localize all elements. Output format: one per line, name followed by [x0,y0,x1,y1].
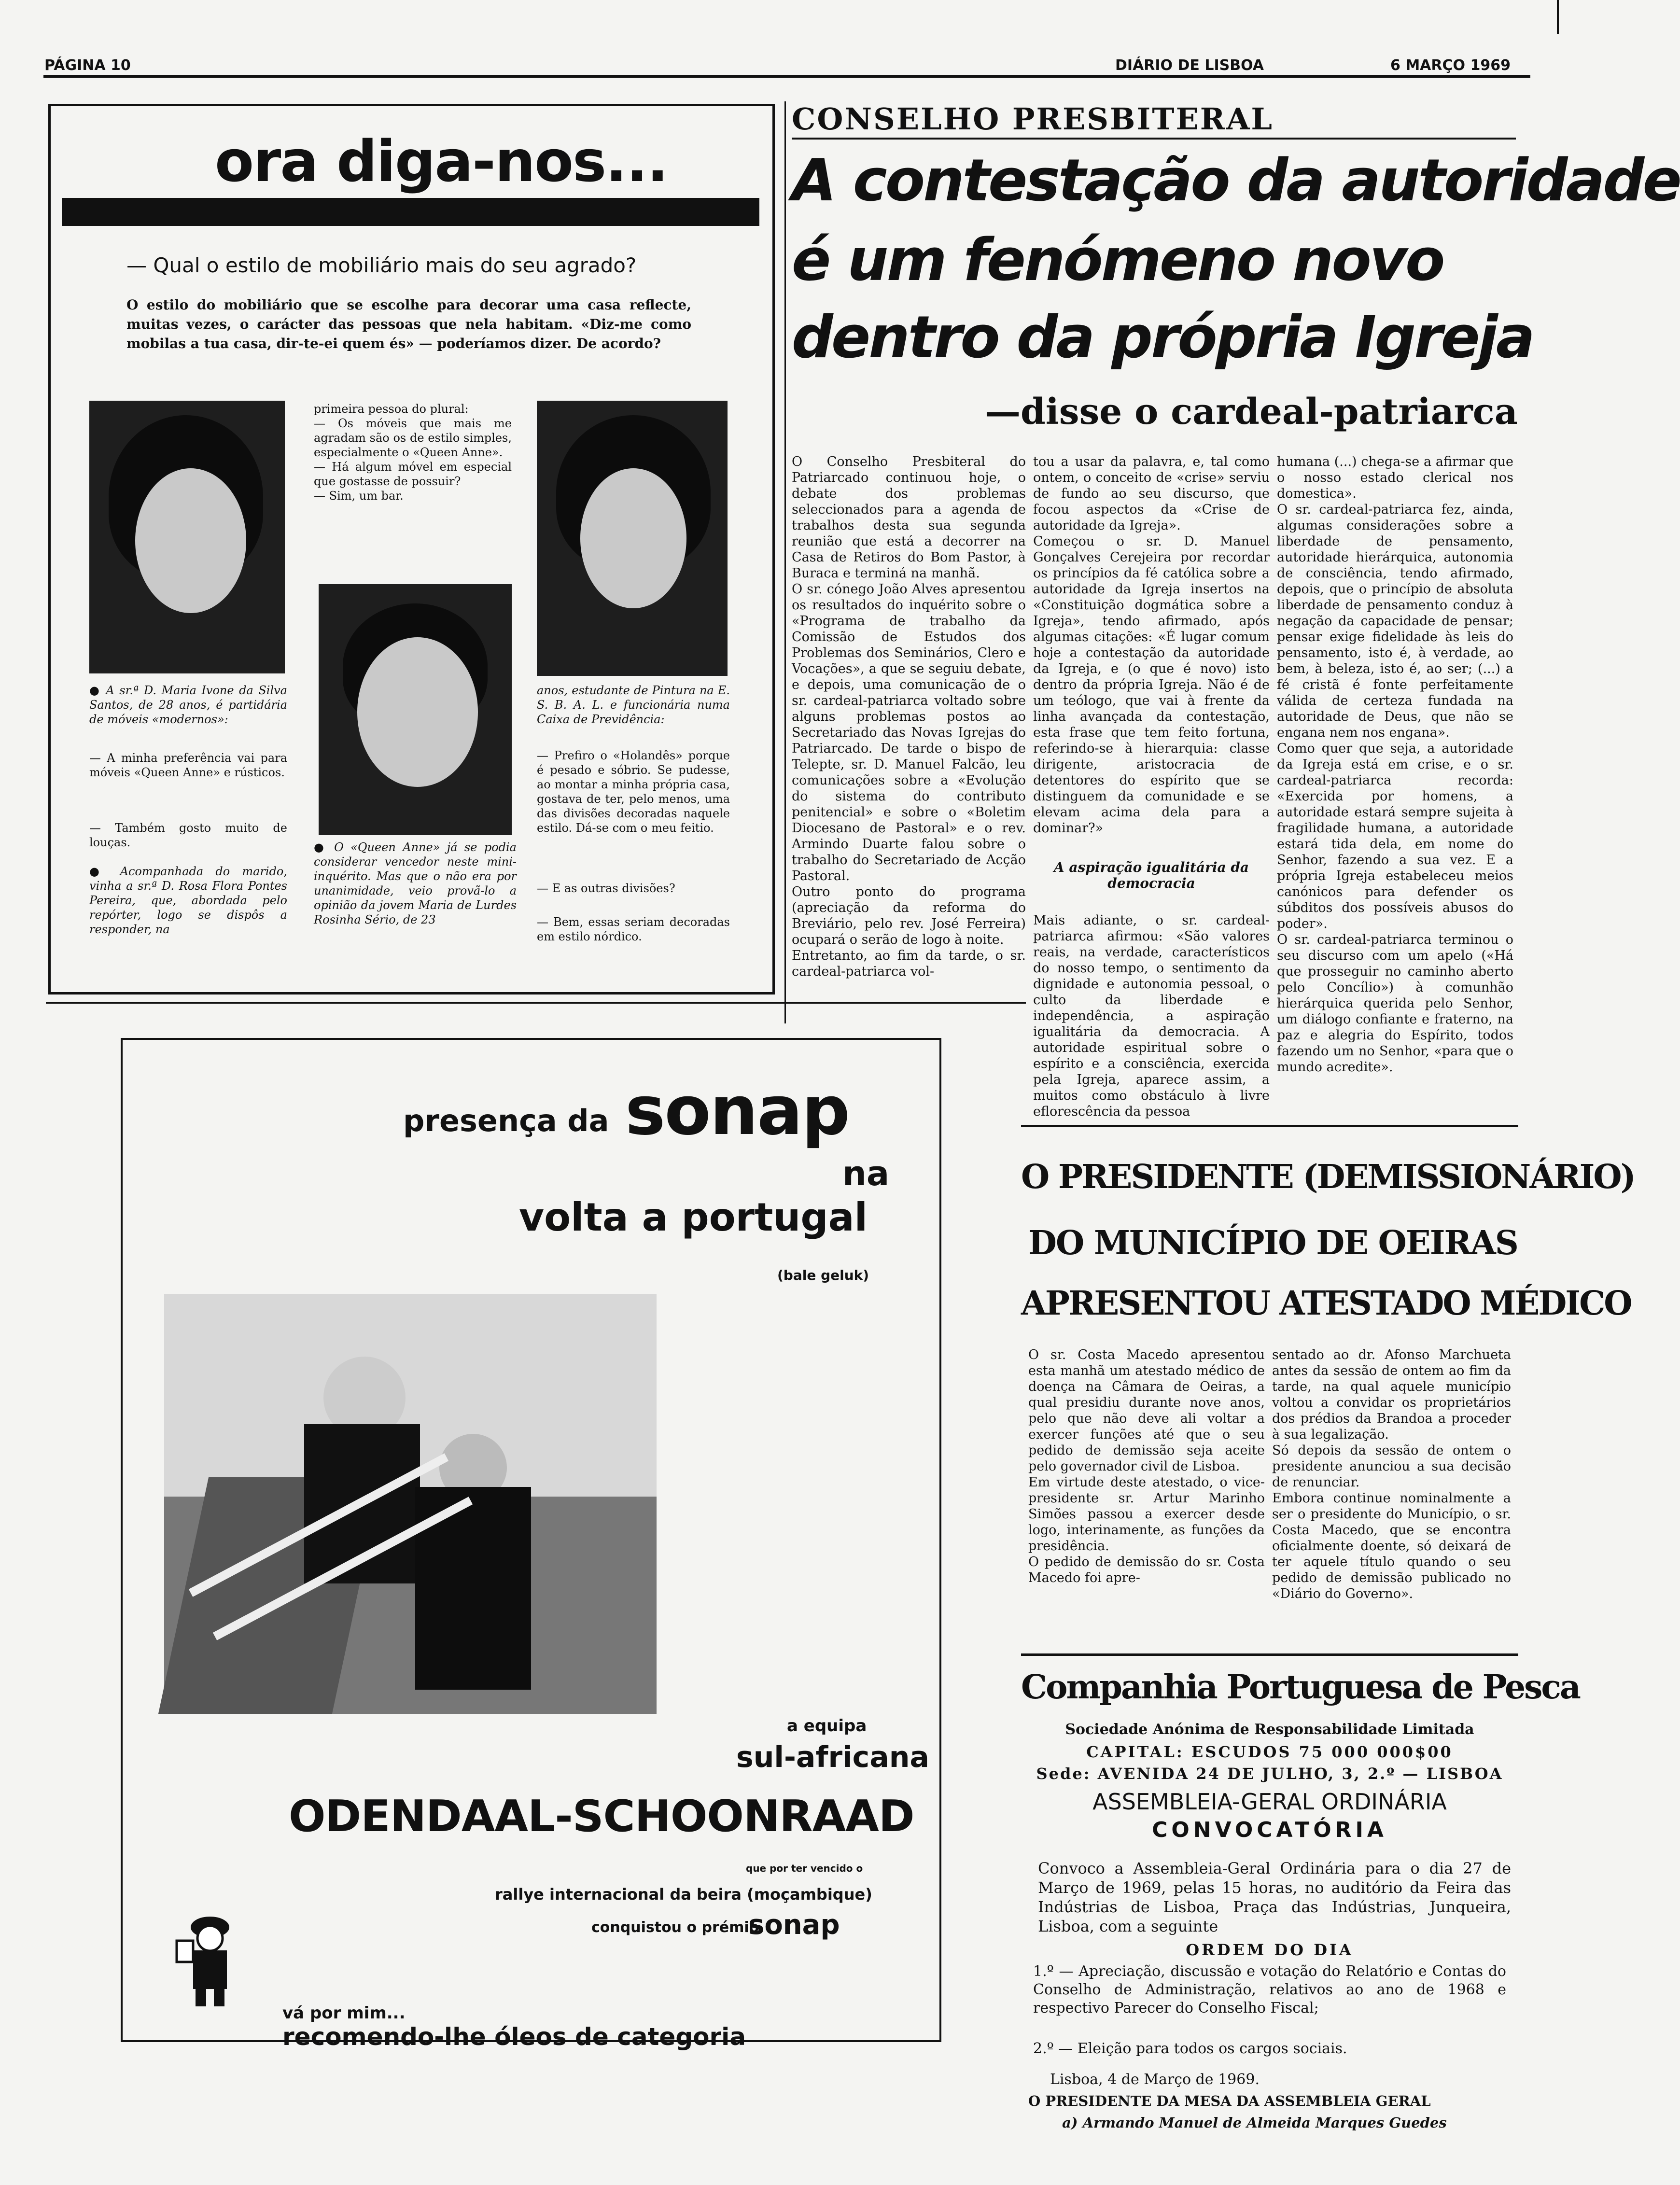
caption-queen-anne: ● O «Queen Anne» já se podia considerar vencedor neste mini-inquérito. Mas que o não era por unanimidade, veio provã-lo a opinião da jovem Maria de Lurdes Rosinha Sério, de 23 [314,840,517,926]
pesca-title: Companhia Portuguesa de Pesca [1021,1668,1580,1707]
sonap-presenca: presença da [403,1103,609,1138]
sonap-sul-africana: sul-africana [736,1740,929,1774]
pesca-assembleia: ASSEMBLEIA-GERAL ORDINÁRIA [1092,1789,1447,1815]
presidente-headline-3: APRESENTOU ATESTADO MÉDICO [1021,1284,1631,1323]
photo-maria-ivone [89,401,285,673]
issue-date: 6 MARÇO 1969 [1390,57,1511,74]
sonap-mascot-icon [174,1912,246,2008]
sonap-team-names: ODENDAAL-SCHOONRAAD [289,1791,914,1842]
sonap-small-2: rallye internacional da beira (moçambique) [495,1885,872,1904]
conselho-column-2b: Mais adiante, o sr. cardeal-patriarca afirmou: «São valores reais, na verdade, característicos do nosso tempo, o sentimento da dignidade e autonomia pessoal, o culto da liberdade e independência, a aspiração igualitária da democracia. A autoridade espiritual sobre o espírito e a consciência, exercida pela Igreja, aparece assim, a muitos como obstáculo à livre eflorescência da pessoa [1033,913,1270,1119]
conselho-subhead: A aspiração igualitária da democracia [1053,859,1249,891]
presidente-headline-1: O PRESIDENTE (DEMISSIONÁRIO) [1021,1158,1635,1196]
headline-line3: dentro da própria Igreja [792,304,1533,371]
presidente-column-1: O sr. Costa Macedo apresentou esta manhã um atestado médico de doença na Câmara de Oeiras, a qual presidiu durante nove anos, pelo que não deve ali voltar a exercer funções até que o seu pedido de demissão seja aceite pelo governador civil de Lisboa. Em virtude deste atestado, o vice-presidente sr. Artur Marinho Simões passou a exercer desde logo, interinamente, as funções da presidência. O pedido de demissão do sr. Costa Macedo foi apre- [1028,1347,1265,1585]
presidente-column-2: sentado ao dr. Afonso Marchueta antes da sessão de ontem ao fim da tarde, na qual aquele município voltou a convidar os proprietários dos prédios da Brandoa a proceder à sua legalização. Só depois da sessão de ontem o presidente anunciou a sua decisão de renunciar. Embora continue nominalmente a ser o presidente do Município, o sr. Costa Macedo, que se encontra oficialmente doente, só deixará de ter aquele título quando o seu pedido de demissão publicado no «Diário do Governo». [1272,1347,1511,1601]
pesca-signoff: O PRESIDENTE DA MESA DA ASSEMBLEIA GERAL [1028,2093,1431,2109]
sonap-tagline-2: recomendo-lhe óleos de categoria [282,2023,746,2051]
page-number: PÁGINA 10 [44,57,131,74]
caption-maria-lurdes: anos, estudante de Pintura na E. S. B. A. L. e funcionária numa Caixa de Previdência: [537,684,730,726]
pesca-sede: Sede: AVENIDA 24 DE JULHO, 3, 2.º — LISBOA [1036,1765,1503,1783]
sonap-tagline-1: vá por mim... [282,2003,406,2023]
pesca-ordem: ORDEM DO DIA [1186,1941,1354,1959]
sonap-logo-text: sonap [625,1072,849,1150]
pesca-date: Lisboa, 4 de Março de 1969. [1050,2071,1260,2088]
presidente-rule-top [1021,1125,1518,1127]
sonap-volta: volta a portugal [519,1195,868,1240]
sonap-a-equipa: a equipa [787,1716,867,1736]
conselho-column-3: humana (...) chega-se a afirmar que o nosso estado clerical nos domestica». O sr. cardeal-patriarca fez, ainda, algumas considerações sobre a liberdade de pensamento, autoridade hierárquica, autonomia de consciência, tendo afirmado, depois, que o princípio de absoluta liberdade de pensamento conduz à negação da capacidade de pensar; pensar exige fidelidade às leis do pensamento, isto é, à verdade, ao bem, à beleza, isto é, ao ser; (...) a fé cristã é fonte perfeitamente válida de certeza fundada na autoridade de Deus, que não se engana nem nos engana». Como quer que seja, a autoridade da Igreja está em crise, e o sr. cardeal-patriarca recorda: «Exercida por homens, a autoridade estará sempre sujeita à fragilidade humana, a autoridade estará tida dela, em nome do Senhor, fazendo a sua vez. E a própria Igreja estabeleceu meios canónicos para defender os súbditos dos possíveis abusos do poder». O sr. cardeal-patriarca terminou o seu discurso com um apelo («Há que prosseguir no caminho aberto pelo Concílio») à comunhão hierárquica querida pelo Senhor, um diálogo confiante e fraterno, na paz e alegria do Espírito, todos fazendo um no Senhor, «para que o mundo acredite». [1277,454,1513,1075]
pesca-line-1: Sociedade Anónima de Responsabilidade Limitada [1065,1721,1474,1738]
conselho-column-1: O Conselho Presbiteral do Patriarcado continuou hoje, o debate dos problemas seleccionados para a agenda de trabalhos desta sua segunda reunião que está a decorrer na Casa de Retiros do Bom Pastor, à Buraca e terminá na manhã. O sr. cónego João Alves apresentou os resultados do inquérito sobre o «Programa de trabalho da Comissão de Estudos dos Problemas dos Seminários, Clero e Vocações», a que se seguiu debate, e depois, uma comunicação de o sr. cardeal-patriarca voltado sobre alguns problemas postos ao Secretariado das Novas Igrejas do Patriarcado. De tarde o bispo de Telepte, sr. D. Manuel Falcão, leu comunicações sobre a «Evolução do sistema do contributo penitencial» e sobre o «Boletim Diocesano de Pastoral» e o rev. Armindo Duarte falou sobre o trabalho do Secretariado de Acção Pastoral. Outro ponto do programa (apreciação da reforma do Breviário, pelo rev. José Ferreira) ocupará o serão de logo à noite. Entretanto, ao fim da tarde, o sr. cardeal-patriarca vol- [792,454,1026,979]
pesca-capital: CAPITAL: ESCUDOS 75 000 000$00 [1086,1743,1453,1761]
caption-maria-ivone: ● A sr.ª D. Maria Ivone da Silva Santos, de 28 anos, é partidária de móveis «modernos»: [89,684,287,726]
sonap-small-3: conquistou o prémio [591,1919,759,1936]
pesca-item-2: 2.º — Eleição para todos os cargos sociais. [1033,2040,1347,2057]
edge-mark [1557,0,1559,34]
answer-maria-lurdes-a: — Prefiro o «Holandês» porque é pesado e sóbrio. Se pudesse, ao montar a minha própria casa, gostava de ter, pelo menos, uma das divisões decoradas naquele estilo. Dá-se com o meu feitio. [537,749,730,835]
photo-rosa-flora [319,584,512,835]
ora-column-two: primeira pessoa do plural: — Os móveis que mais me agradam são os de estilo simples, especialmente o «Queen Anne». — Há algum móvel em especial que gostasse de possuir? — Sim, um bar. [314,402,512,503]
pesca-convocatoria: CONVOCATÓRIA [1152,1818,1387,1842]
caption-rosa-flora: ● Acompanhada do marido, vinha a sr.ª D. Rosa Flora Pontes Pereira, que, abordada pelo repórter, logo se dispôs a responder, na [89,865,287,936]
presidente-headline-2: DO MUNICÍPIO DE OEIRAS [1028,1224,1518,1262]
conselho-byline: —disse o cardeal-patriarca [985,391,1518,433]
answer-maria-ivone-a: — A minha preferência vai para móveis «Queen Anne» e rústicos. [89,751,287,779]
ora-question: — Qual o estilo de mobiliário mais do seu agrado? [126,253,637,277]
sonap-bale-geluk: (bale geluk) [777,1267,869,1283]
pesca-body: Convoco a Assembleia-Geral Ordinária para o dia 27 de Março de 1969, pelas 15 horas, no auditório da Feira das Indústrias de Lisboa, Praça das Indústrias, Junqueira, Lisboa, com a seguinte [1038,1859,1511,1935]
sonap-na: na [842,1154,890,1193]
sonap-small-logo: sonap [748,1909,840,1941]
pesca-signature: a) Armando Manuel de Almeida Marques Guedes [1062,2115,1447,2131]
headline-line1: A contestação da autoridade [792,147,1680,214]
photo-maria-lurdes [537,401,728,676]
conselho-kicker: CONSELHO PRESBITERAL [792,101,1274,137]
ora-diga-nos-logo: ora diga-nos... [215,128,668,195]
pesca-item-1: 1.º — Apreciação, discussão e votação do Relatório e Contas do Conselho de Administração, relativos ao ano de 1968 e respectivo Parecer do Conselho Fiscal; [1033,1963,1506,2017]
ora-black-bar [62,198,759,226]
answer-maria-lurdes-c: — Bem, essas seriam decoradas em estilo nórdico. [537,915,730,943]
answer-maria-lurdes-b: — E as outras divisões? [537,882,675,895]
pesca-rule-top [1021,1653,1518,1656]
header-rule [43,75,1530,78]
headline-line2: é um fenómeno novo [792,227,1443,294]
sonap-photo-plane [164,1294,657,1714]
kicker-rule [792,138,1516,140]
sonap-small-1: que por ter vencido o [746,1863,863,1874]
conselho-column-2: tou a usar da palavra, e, tal como ontem, o conceito de «crise» serviu de fundo ao seu discurso, que focou aspectos da «Crise de autoridade da Igreja». Começou o sr. D. Manuel Gonçalves Cerejeira por recordar os princípios da fé católica sobre a autoridade da Igreja insertos na «Constituição dogmática sobre a Igreja», tendo afirmado, após algumas citações: «É lugar comum hoje a contestação da autoridade da Igreja, e (o que é novo) isto dentro da própria Igreja. Não é de um teólogo, que vai à frente da linha avançada da contestação, esta frase que tem feito fortuna, referindo-se à hierarquia: classe dirigente, aristocracia de detentores do espírito que se distinguem da comunidade e se elevam acima dela para a dominar?» [1033,454,1270,836]
column-divider [784,101,786,1023]
ora-intro: O estilo do mobiliário que se escolhe para decorar uma casa reflecte, muitas vezes, o carácter das pessoas que nela habitam. «Diz-me como mobilas a tua casa, dir-te-ei quem és» — poderíamos dizer. De acordo? [126,297,691,351]
newspaper-name: DIÁRIO DE LISBOA [1115,57,1264,74]
answer-maria-ivone-b: — Também gosto muito de louças. [89,821,287,849]
